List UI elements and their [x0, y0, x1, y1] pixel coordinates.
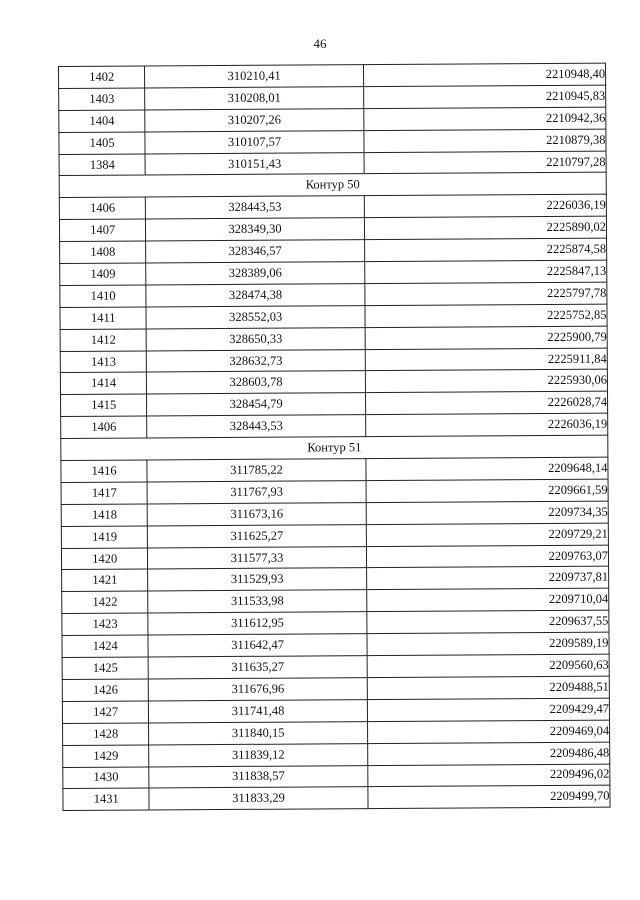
y-coordinate-cell: 2225874,58	[364, 238, 606, 261]
point-number-cell: 1428	[63, 723, 150, 745]
point-number-cell: 1415	[61, 394, 148, 416]
x-coordinate-cell: 311840,15	[149, 721, 368, 744]
point-number-cell: 1421	[62, 569, 149, 591]
y-coordinate-cell: 2225797,78	[365, 282, 607, 305]
point-number-cell: 1404	[59, 110, 146, 132]
x-coordinate-cell: 311839,12	[149, 743, 368, 766]
point-number-cell: 1408	[60, 241, 147, 263]
y-coordinate-cell: 2210948,40	[363, 63, 605, 86]
y-coordinate-cell: 2209661,59	[366, 479, 608, 502]
x-coordinate-cell: 311741,48	[149, 699, 368, 722]
y-coordinate-cell: 2225752,85	[365, 304, 607, 327]
point-number-cell: 1406	[61, 416, 148, 438]
y-coordinate-cell: 2210942,36	[364, 107, 606, 130]
point-number-cell: 1414	[60, 372, 147, 394]
x-coordinate-cell: 311767,93	[147, 481, 366, 504]
point-number-cell: 1430	[63, 766, 150, 788]
y-coordinate-cell: 2209560,63	[367, 654, 609, 677]
point-number-cell: 1403	[59, 88, 146, 110]
point-number-cell: 1418	[61, 504, 148, 526]
y-coordinate-cell: 2209734,35	[366, 501, 608, 524]
point-number-cell: 1417	[61, 482, 148, 504]
point-number-cell: 1407	[59, 219, 146, 241]
x-coordinate-cell: 311529,93	[148, 568, 367, 591]
table-row	[63, 786, 610, 811]
coordinates-table-body	[59, 63, 611, 811]
x-coordinate-cell: 311838,57	[149, 765, 368, 788]
y-coordinate-cell: 2225847,13	[364, 260, 606, 283]
x-coordinate-cell: 328552,03	[146, 305, 365, 328]
x-coordinate-cell: 311533,98	[148, 590, 367, 613]
y-coordinate-cell: 2209763,07	[366, 545, 608, 568]
y-coordinate-cell: 2209637,55	[367, 610, 609, 633]
contour-title: Контур 51	[61, 435, 608, 460]
point-number-cell: 1410	[60, 285, 147, 307]
x-coordinate-cell: 311625,27	[148, 524, 367, 547]
point-number-cell: 1413	[60, 351, 147, 373]
point-number-cell: 1384	[59, 154, 146, 176]
point-number-cell: 1424	[62, 635, 149, 657]
x-coordinate-cell: 311833,29	[149, 787, 368, 810]
y-coordinate-cell: 2210879,38	[364, 129, 606, 152]
point-number-cell: 1423	[62, 613, 149, 635]
x-coordinate-cell: 310210,41	[145, 65, 364, 88]
y-coordinate-cell: 2209710,04	[366, 589, 608, 612]
y-coordinate-cell: 2209589,19	[367, 632, 609, 655]
x-coordinate-cell: 311635,27	[149, 656, 368, 679]
y-coordinate-cell: 2225930,06	[365, 370, 607, 393]
y-coordinate-cell: 2226036,19	[365, 413, 607, 436]
y-coordinate-cell: 2209499,70	[368, 786, 610, 809]
point-number-cell: 1427	[62, 701, 149, 723]
y-coordinate-cell: 2225900,79	[365, 326, 607, 349]
y-coordinate-cell: 2209486,48	[367, 742, 609, 765]
x-coordinate-cell: 328474,38	[146, 284, 365, 307]
y-coordinate-cell: 2209429,47	[367, 698, 609, 721]
x-coordinate-cell: 311676,96	[149, 678, 368, 701]
x-coordinate-cell: 310207,26	[145, 108, 364, 131]
x-coordinate-cell: 328346,57	[146, 240, 365, 263]
x-coordinate-cell: 328603,78	[147, 371, 366, 394]
y-coordinate-cell: 2226036,19	[364, 194, 606, 217]
x-coordinate-cell: 311642,47	[148, 634, 367, 657]
point-number-cell: 1420	[61, 548, 148, 570]
point-number-cell: 1416	[61, 460, 148, 482]
x-coordinate-cell: 311612,95	[148, 612, 367, 635]
y-coordinate-cell: 2210797,28	[364, 151, 606, 174]
point-number-cell: 1425	[62, 657, 149, 679]
y-coordinate-cell: 2209729,21	[366, 523, 608, 546]
x-coordinate-cell: 328443,53	[147, 415, 366, 438]
y-coordinate-cell: 2209737,81	[366, 567, 608, 590]
point-number-cell: 1422	[62, 591, 149, 613]
point-number-cell: 1419	[61, 526, 148, 548]
point-number-cell: 1406	[59, 197, 146, 219]
point-number-cell: 1409	[60, 263, 147, 285]
point-number-cell: 1412	[60, 329, 147, 351]
point-number-cell: 1431	[63, 788, 150, 810]
x-coordinate-cell: 310151,43	[145, 152, 364, 175]
y-coordinate-cell: 2209648,14	[366, 457, 608, 480]
x-coordinate-cell: 328389,06	[146, 262, 365, 285]
point-number-cell: 1405	[59, 132, 146, 154]
x-coordinate-cell: 328443,53	[146, 196, 365, 219]
x-coordinate-cell: 310208,01	[145, 87, 364, 110]
y-coordinate-cell: 2210945,83	[363, 85, 605, 108]
x-coordinate-cell: 328650,33	[146, 327, 365, 350]
x-coordinate-cell: 328632,73	[147, 349, 366, 372]
point-number-cell: 1411	[60, 307, 147, 329]
y-coordinate-cell: 2209496,02	[368, 764, 610, 787]
point-number-cell: 1402	[59, 66, 146, 88]
x-coordinate-cell: 311577,33	[148, 546, 367, 569]
x-coordinate-cell: 310107,57	[145, 130, 364, 153]
page-number: 46	[313, 36, 327, 51]
coordinates-table	[58, 63, 611, 812]
y-coordinate-cell: 2209469,04	[367, 720, 609, 743]
x-coordinate-cell: 311673,16	[148, 502, 367, 525]
x-coordinate-cell: 328454,79	[147, 393, 366, 416]
point-number-cell: 1426	[62, 679, 149, 701]
y-coordinate-cell: 2226028,74	[365, 392, 607, 415]
point-number-cell: 1429	[63, 745, 150, 767]
x-coordinate-cell: 328349,30	[146, 218, 365, 241]
contour-title: Контур 50	[59, 173, 606, 198]
y-coordinate-cell: 2209488,51	[367, 676, 609, 699]
x-coordinate-cell: 311785,22	[147, 459, 366, 482]
y-coordinate-cell: 2225890,02	[364, 216, 606, 239]
y-coordinate-cell: 2225911,84	[365, 348, 607, 371]
